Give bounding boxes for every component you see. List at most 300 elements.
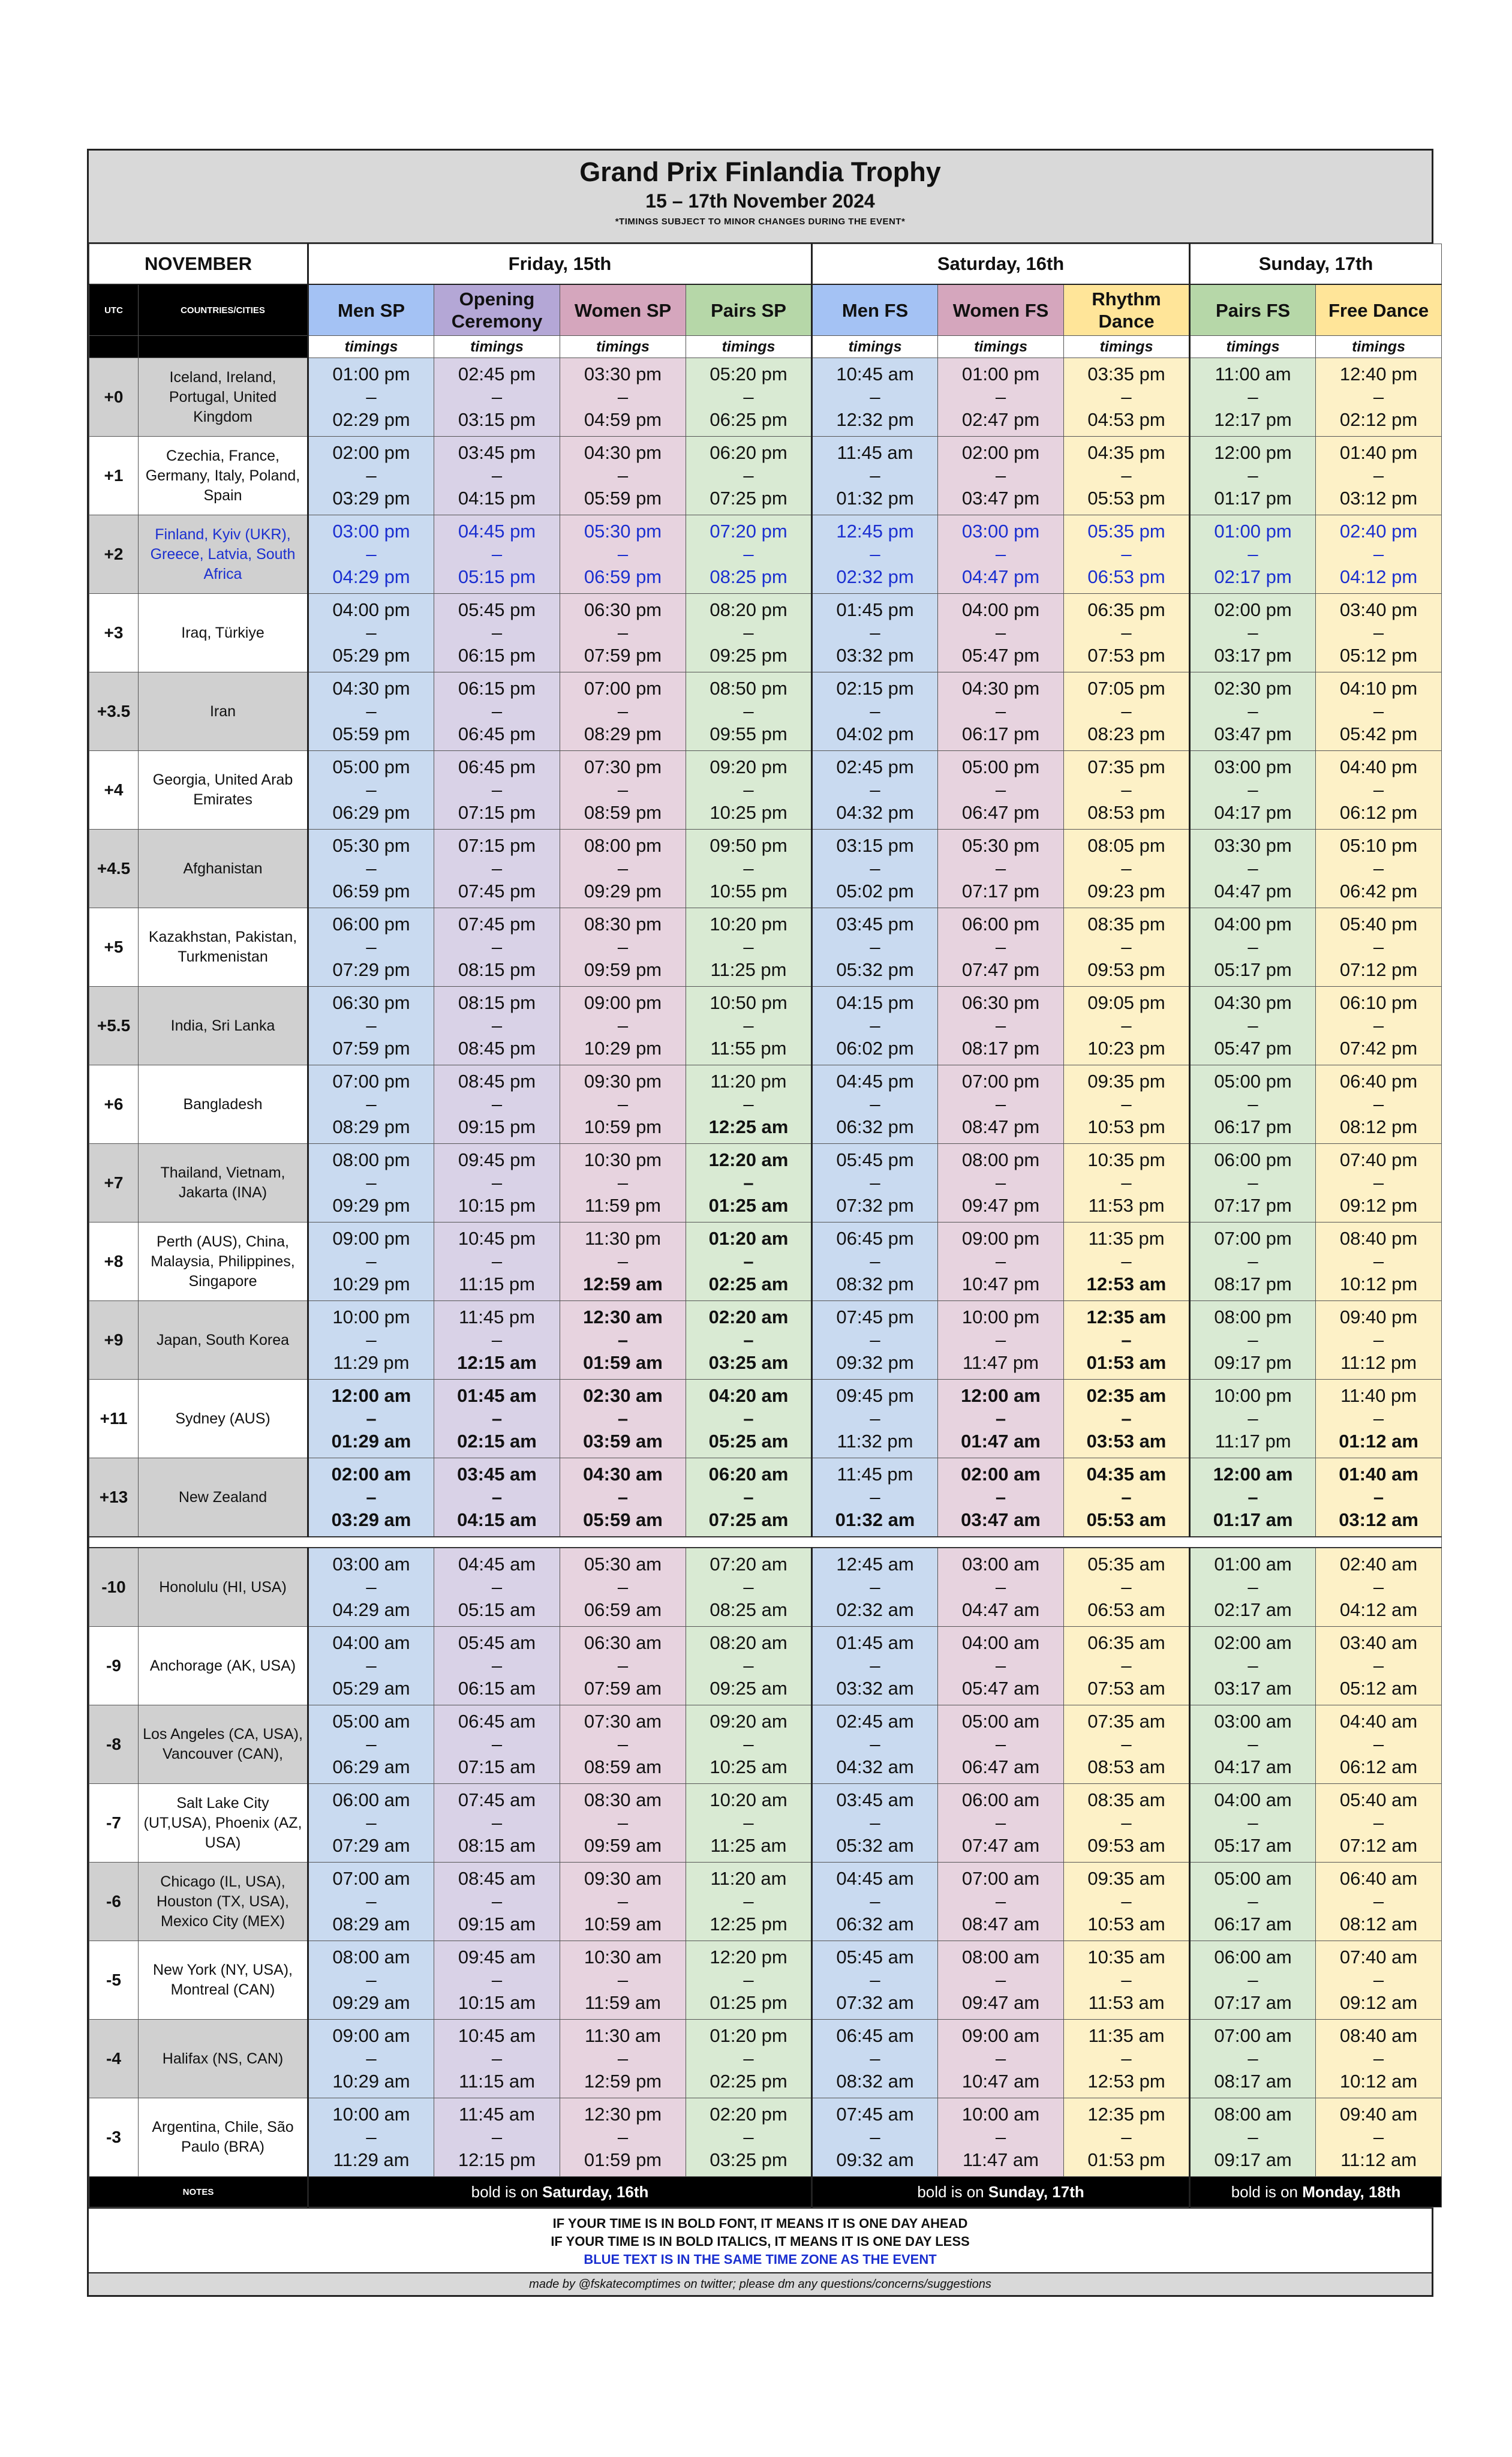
timezone-row: [89, 672, 1442, 751]
end-time: 10:55 pm: [710, 881, 787, 902]
time-cell-pairs-fs: [1190, 1065, 1316, 1144]
end-time: 10:29 pm: [584, 1038, 662, 1059]
notes-label: NOTES: [89, 2177, 308, 2207]
time-separator: –: [1248, 1251, 1258, 1272]
time-separator: –: [995, 1969, 1006, 1990]
utc-offset: +3: [89, 594, 139, 672]
time-separator: –: [870, 1969, 880, 1990]
time-cell-women-sp: [560, 830, 686, 908]
time-separator: –: [743, 858, 754, 879]
end-time: 08:32 pm: [836, 1273, 914, 1294]
start-time: 03:30 pm: [1214, 835, 1292, 856]
time-separator: –: [1373, 1812, 1384, 1833]
time-separator: –: [617, 1655, 629, 1676]
time-cell-opening-ceremony: [434, 1458, 560, 1537]
time-separator: –: [1121, 1094, 1132, 1115]
time-cell-pairs-fs: [1190, 751, 1316, 830]
end-time: 07:17 pm: [1214, 1195, 1292, 1216]
end-time: 11:59 pm: [585, 1195, 661, 1216]
time-separator: –: [491, 936, 503, 957]
end-time: 10:47 am: [961, 2071, 1040, 2092]
time-cell-men-sp: [308, 672, 434, 751]
utc-offset: +5.5: [89, 987, 139, 1065]
start-time: 06:35 am: [1087, 1632, 1165, 1653]
utc-offset: -6: [89, 1863, 139, 1941]
time-separator: –: [1248, 1015, 1258, 1036]
end-time: 07:29 pm: [332, 959, 410, 980]
end-time: 05:59 pm: [332, 723, 410, 744]
time-cell-women-fs: [938, 1065, 1064, 1144]
end-time: 08:29 pm: [584, 723, 662, 744]
hemisphere-separator: [89, 1537, 1442, 1548]
time-separator: –: [870, 1486, 880, 1507]
time-separator: –: [1248, 1486, 1258, 1507]
start-time: 07:00 pm: [961, 1071, 1040, 1092]
time-cell-men-fs: [812, 1065, 938, 1144]
event-header-free-dance: Free Dance: [1316, 284, 1442, 336]
end-time: 11:25 pm: [710, 959, 787, 980]
start-time: 10:00 pm: [332, 1306, 410, 1327]
time-cell-women-sp: [560, 2020, 686, 2098]
time-separator: –: [870, 1891, 880, 1912]
start-time: 09:30 am: [584, 1868, 662, 1889]
time-separator: –: [1373, 1486, 1384, 1507]
time-separator: –: [870, 1094, 880, 1115]
end-time: 12:25 pm: [710, 1914, 787, 1935]
time-cell-women-fs: [938, 1784, 1064, 1863]
start-time: 03:40 pm: [1339, 599, 1418, 620]
time-cell-pairs-sp: [686, 1301, 812, 1380]
time-separator: –: [1373, 1251, 1384, 1272]
countries-cities: Halifax (NS, CAN): [139, 2020, 308, 2098]
time-cell-men-sp: [308, 2020, 434, 2098]
time-separator: –: [995, 1734, 1006, 1755]
time-cell-rhythm-dance: [1064, 437, 1190, 515]
time-separator: –: [1373, 2048, 1384, 2069]
start-time: 08:50 pm: [710, 678, 787, 699]
start-time: 04:15 pm: [836, 992, 914, 1013]
end-time: 09:53 am: [1087, 1835, 1165, 1856]
time-cell-women-fs: [938, 1548, 1064, 1627]
start-time: 09:45 am: [458, 1947, 536, 1968]
start-time: 12:45 pm: [836, 521, 914, 542]
end-time: 06:59 pm: [584, 566, 662, 587]
time-cell-women-sp: [560, 1065, 686, 1144]
countries-cities: Argentina, Chile, São Paulo (BRA): [139, 2098, 308, 2177]
start-time: 06:00 am: [332, 1789, 410, 1810]
countries-cities: Iraq, Türkiye: [139, 594, 308, 672]
time-cell-men-fs: [812, 908, 938, 987]
time-cell-rhythm-dance: [1064, 2020, 1190, 2098]
start-time: 08:30 am: [584, 1789, 662, 1810]
countries-cities: Thailand, Vietnam, Jakarta (INA): [139, 1144, 308, 1223]
start-time: 05:00 pm: [332, 756, 410, 777]
time-cell-rhythm-dance: [1064, 1705, 1190, 1784]
end-time: 04:02 pm: [836, 723, 914, 744]
time-separator: –: [743, 701, 754, 722]
end-time: 11:12 pm: [1340, 1352, 1417, 1373]
time-cell-free-dance: [1316, 1705, 1442, 1784]
time-separator: –: [366, 858, 377, 879]
end-time: 07:42 pm: [1339, 1038, 1418, 1059]
utc-offset: -4: [89, 2020, 139, 2098]
time-separator: –: [1248, 1329, 1258, 1350]
end-time: 04:47 pm: [961, 566, 1040, 587]
day-sunday: Sunday, 17th: [1190, 244, 1442, 285]
end-time: 06:12 pm: [1339, 802, 1418, 823]
start-time: 03:00 am: [332, 1554, 410, 1575]
end-time: 07:12 pm: [1339, 959, 1418, 980]
end-time: 08:45 pm: [458, 1038, 536, 1059]
start-time: 01:20 am: [708, 1228, 789, 1249]
timezone-row: [89, 1784, 1442, 1863]
time-cell-rhythm-dance: [1064, 1627, 1190, 1705]
end-time: 06:17 pm: [961, 723, 1040, 744]
end-time: 08:12 am: [1339, 1914, 1418, 1935]
time-separator: –: [617, 2048, 629, 2069]
start-time: 02:00 pm: [961, 442, 1040, 463]
end-time: 01:17 pm: [1214, 488, 1292, 509]
time-separator: –: [995, 779, 1006, 800]
time-separator: –: [1373, 1891, 1384, 1912]
start-time: 09:35 am: [1087, 1868, 1165, 1889]
utc-offset: -5: [89, 1941, 139, 2020]
start-time: 02:00 am: [331, 1464, 411, 1485]
time-cell-opening-ceremony: [434, 1548, 560, 1627]
time-separator: –: [1248, 1172, 1258, 1193]
date-range: 15 – 17th November 2024: [645, 190, 875, 212]
start-time: 02:00 pm: [1214, 599, 1292, 620]
end-time: 09:53 pm: [1087, 959, 1165, 980]
start-time: 02:30 pm: [1214, 678, 1292, 699]
start-time: 08:20 pm: [710, 599, 787, 620]
timezone-row: [89, 987, 1442, 1065]
utc-offset: +3.5: [89, 672, 139, 751]
time-cell-men-fs: [812, 358, 938, 437]
time-cell-men-fs: [812, 830, 938, 908]
time-separator: –: [366, 465, 377, 486]
end-time: 04:29 pm: [332, 566, 410, 587]
time-cell-pairs-fs: [1190, 1627, 1316, 1705]
time-cell-men-fs: [812, 1380, 938, 1458]
time-cell-free-dance: [1316, 2020, 1442, 2098]
end-time: 09:32 pm: [836, 1352, 914, 1373]
time-cell-free-dance: [1316, 1941, 1442, 2020]
time-cell-pairs-sp: [686, 751, 812, 830]
start-time: 08:00 pm: [332, 1149, 410, 1170]
countries-cities: Chicago (IL, USA), Houston (TX, USA), Mexico City (MEX): [139, 1863, 308, 1941]
time-separator: –: [1248, 1094, 1258, 1115]
end-time: 07:29 am: [332, 1835, 410, 1856]
time-cell-women-fs: [938, 751, 1064, 830]
timezone-row: [89, 1065, 1442, 1144]
time-cell-pairs-sp: [686, 437, 812, 515]
end-time: 01:59 am: [583, 1352, 663, 1373]
end-time: 06:29 am: [332, 1756, 410, 1777]
end-time: 06:42 pm: [1339, 881, 1418, 902]
start-time: 09:40 pm: [1339, 1306, 1418, 1327]
start-time: 06:00 pm: [1214, 1149, 1292, 1170]
start-time: 03:00 pm: [1214, 756, 1292, 777]
end-time: 09:15 am: [458, 1914, 536, 1935]
time-separator: –: [491, 701, 503, 722]
time-separator: –: [1121, 622, 1132, 643]
time-cell-men-sp: [308, 1627, 434, 1705]
utc-offset: +6: [89, 1065, 139, 1144]
time-cell-men-sp: [308, 751, 434, 830]
start-time: 08:20 am: [710, 1632, 787, 1653]
timezone-row: [89, 1705, 1442, 1784]
start-time: 08:00 am: [961, 1947, 1040, 1968]
time-separator: –: [1248, 1891, 1258, 1912]
time-separator: –: [1248, 701, 1258, 722]
end-time: 06:53 am: [1087, 1599, 1165, 1620]
start-time: 10:00 am: [332, 2104, 410, 2125]
start-time: 08:00 pm: [584, 835, 662, 856]
start-time: 06:35 pm: [1087, 599, 1165, 620]
time-separator: –: [870, 936, 880, 957]
timings-label: timings: [1190, 336, 1316, 358]
note-day: Monday, 18th: [1302, 2182, 1401, 2201]
countries-cities: India, Sri Lanka: [139, 987, 308, 1065]
end-time: 10:12 pm: [1339, 1273, 1418, 1294]
end-time: 06:12 am: [1339, 1756, 1418, 1777]
time-cell-opening-ceremony: [434, 1223, 560, 1301]
time-cell-opening-ceremony: [434, 1380, 560, 1458]
start-time: 07:30 am: [584, 1711, 662, 1732]
time-cell-free-dance: [1316, 437, 1442, 515]
time-separator: –: [1373, 1094, 1384, 1115]
time-separator: –: [491, 1486, 503, 1507]
time-separator: –: [366, 1486, 377, 1507]
end-time: 03:12 am: [1339, 1509, 1418, 1530]
time-separator: –: [1121, 1655, 1132, 1676]
end-time: 07:32 pm: [836, 1195, 914, 1216]
start-time: 07:20 am: [710, 1554, 787, 1575]
start-time: 09:50 pm: [710, 835, 787, 856]
time-separator: –: [1121, 1891, 1132, 1912]
start-time: 10:00 pm: [961, 1306, 1040, 1327]
start-time: 02:45 pm: [458, 364, 536, 385]
time-separator: –: [366, 2126, 377, 2147]
start-time: 10:45 pm: [458, 1228, 536, 1249]
start-time: 12:35 pm: [1087, 2104, 1165, 2125]
start-time: 08:00 pm: [1214, 1306, 1292, 1327]
time-separator: –: [1121, 936, 1132, 957]
time-separator: –: [1373, 858, 1384, 879]
time-cell-opening-ceremony: [434, 437, 560, 515]
end-time: 04:32 pm: [836, 802, 914, 823]
time-separator: –: [870, 1015, 880, 1036]
time-separator: –: [366, 1251, 377, 1272]
time-separator: –: [743, 1172, 754, 1193]
time-separator: –: [1121, 1408, 1132, 1429]
start-time: 04:45 am: [836, 1868, 914, 1889]
start-time: 05:45 am: [836, 1947, 914, 1968]
separator-cell: [89, 1537, 1442, 1548]
start-time: 07:45 am: [458, 1789, 536, 1810]
utc-offset: +2: [89, 515, 139, 594]
end-time: 06:17 pm: [1214, 1116, 1292, 1137]
countries-cities: Finland, Kyiv (UKR), Greece, Latvia, South Africa: [139, 515, 308, 594]
start-time: 04:45 pm: [458, 521, 536, 542]
start-time: 07:00 am: [332, 1868, 410, 1889]
start-time: 04:35 pm: [1087, 442, 1165, 463]
time-cell-rhythm-dance: [1064, 358, 1190, 437]
time-cell-opening-ceremony: [434, 672, 560, 751]
utc-offset: +4: [89, 751, 139, 830]
end-time: 10:25 pm: [710, 802, 787, 823]
time-cell-women-fs: [938, 358, 1064, 437]
title-block: [89, 151, 1432, 244]
time-separator: –: [1248, 936, 1258, 957]
start-time: 02:40 pm: [1339, 521, 1418, 542]
end-time: 08:59 pm: [584, 802, 662, 823]
time-cell-free-dance: [1316, 1380, 1442, 1458]
time-cell-women-fs: [938, 1223, 1064, 1301]
time-separator: –: [870, 1251, 880, 1272]
time-cell-pairs-sp: [686, 1144, 812, 1223]
time-cell-women-sp: [560, 515, 686, 594]
time-separator: –: [1373, 1329, 1384, 1350]
time-cell-men-sp: [308, 515, 434, 594]
schedule-table: [89, 244, 1442, 2207]
end-time: 07:59 pm: [584, 645, 662, 666]
end-time: 02:25 pm: [710, 2071, 787, 2092]
end-time: 03:47 pm: [961, 488, 1040, 509]
time-separator: –: [1121, 1172, 1132, 1193]
start-time: 12:35 am: [1086, 1306, 1167, 1327]
end-time: 06:59 pm: [332, 881, 410, 902]
end-time: 06:32 pm: [836, 1116, 914, 1137]
start-time: 05:00 am: [1214, 1868, 1292, 1889]
start-time: 06:00 am: [961, 1789, 1040, 1810]
start-time: 09:20 pm: [710, 756, 787, 777]
timezone-row: [89, 1223, 1442, 1301]
time-separator: –: [743, 2048, 754, 2069]
start-time: 03:40 am: [1339, 1632, 1418, 1653]
time-cell-women-sp: [560, 1144, 686, 1223]
end-time: 02:32 pm: [836, 566, 914, 587]
start-time: 07:40 am: [1339, 1947, 1418, 1968]
start-time: 01:40 pm: [1339, 442, 1418, 463]
time-cell-opening-ceremony: [434, 1627, 560, 1705]
time-separator: –: [995, 2048, 1006, 2069]
time-cell-women-sp: [560, 1784, 686, 1863]
legend-bold: IF YOUR TIME IS IN BOLD FONT, IT MEANS IT IS ONE DAY AHEAD: [552, 2216, 968, 2231]
time-cell-rhythm-dance: [1064, 1458, 1190, 1537]
time-cell-pairs-sp: [686, 1065, 812, 1144]
schedule-sheet: [87, 149, 1433, 2297]
end-time: 05:29 pm: [332, 645, 410, 666]
end-time: 06:32 am: [836, 1914, 914, 1935]
start-time: 09:00 pm: [332, 1228, 410, 1249]
time-separator: –: [1373, 622, 1384, 643]
start-time: 02:00 am: [1214, 1632, 1292, 1653]
time-separator: –: [1373, 1734, 1384, 1755]
time-separator: –: [491, 386, 503, 407]
time-separator: –: [366, 1094, 377, 1115]
countries-cities: Kazakhstan, Pakistan, Turkmenistan: [139, 908, 308, 987]
end-time: 11:47 am: [963, 2149, 1039, 2170]
time-separator: –: [743, 543, 754, 564]
start-time: 10:35 am: [1087, 1947, 1165, 1968]
end-time: 08:29 pm: [332, 1116, 410, 1137]
end-time: 05:25 am: [708, 1431, 789, 1452]
time-separator: –: [491, 1408, 503, 1429]
note-day: Sunday, 17th: [988, 2182, 1084, 2201]
start-time: 11:45 pm: [459, 1306, 535, 1327]
countries-cities: Sydney (AUS): [139, 1380, 308, 1458]
time-cell-pairs-sp: [686, 1705, 812, 1784]
end-time: 05:47 am: [961, 1678, 1040, 1699]
time-separator: –: [743, 1486, 754, 1507]
time-separator: –: [366, 1015, 377, 1036]
end-time: 01:59 pm: [584, 2149, 662, 2170]
time-cell-men-fs: [812, 1627, 938, 1705]
time-cell-pairs-sp: [686, 1458, 812, 1537]
start-time: 04:30 pm: [961, 678, 1040, 699]
time-separator: –: [366, 2048, 377, 2069]
time-cell-women-sp: [560, 1548, 686, 1627]
countries-cities: Czechia, France, Germany, Italy, Poland, Spain: [139, 437, 308, 515]
end-time: 10:15 pm: [458, 1195, 536, 1216]
end-time: 04:17 am: [1214, 1756, 1292, 1777]
start-time: 04:45 am: [458, 1554, 536, 1575]
start-time: 12:00 am: [331, 1385, 411, 1406]
time-separator: –: [1248, 779, 1258, 800]
time-cell-women-fs: [938, 2020, 1064, 2098]
timing-disclaimer: *TIMINGS SUBJECT TO MINOR CHANGES DURING THE EVENT*: [615, 217, 906, 227]
end-time: 04:53 pm: [1087, 409, 1165, 430]
start-time: 12:45 am: [836, 1554, 914, 1575]
time-cell-women-sp: [560, 908, 686, 987]
time-cell-men-fs: [812, 1784, 938, 1863]
end-time: 04:47 am: [961, 1599, 1040, 1620]
end-time: 09:12 pm: [1339, 1195, 1418, 1216]
event-header-pairs-fs: Pairs FS: [1190, 284, 1316, 336]
end-time: 03:47 pm: [1214, 723, 1292, 744]
start-time: 04:20 am: [708, 1385, 789, 1406]
time-cell-opening-ceremony: [434, 1065, 560, 1144]
start-time: 06:30 pm: [584, 599, 662, 620]
end-time: 05:17 pm: [1214, 959, 1292, 980]
time-cell-men-fs: [812, 1941, 938, 2020]
timezone-row: [89, 437, 1442, 515]
end-time: 05:12 am: [1339, 1678, 1418, 1699]
time-cell-pairs-sp: [686, 1223, 812, 1301]
time-cell-free-dance: [1316, 2098, 1442, 2177]
timezone-row: [89, 1627, 1442, 1705]
end-time: 11:12 am: [1340, 2149, 1417, 2170]
end-time: 08:47 pm: [961, 1116, 1040, 1137]
end-time: 03:25 am: [708, 1352, 789, 1373]
countries-cities: Anchorage (AK, USA): [139, 1627, 308, 1705]
start-time: 11:40 pm: [1340, 1385, 1417, 1406]
time-separator: –: [995, 1251, 1006, 1272]
time-separator: –: [1373, 1576, 1384, 1597]
end-time: 01:12 am: [1339, 1431, 1418, 1452]
time-cell-free-dance: [1316, 987, 1442, 1065]
time-cell-men-sp: [308, 1065, 434, 1144]
end-time: 08:59 am: [584, 1756, 662, 1777]
end-time: 12:25 am: [708, 1116, 789, 1137]
end-time: 10:59 am: [584, 1914, 662, 1935]
time-cell-pairs-fs: [1190, 1458, 1316, 1537]
end-time: 09:59 pm: [584, 959, 662, 980]
time-separator: –: [617, 386, 629, 407]
time-cell-men-sp: [308, 987, 434, 1065]
